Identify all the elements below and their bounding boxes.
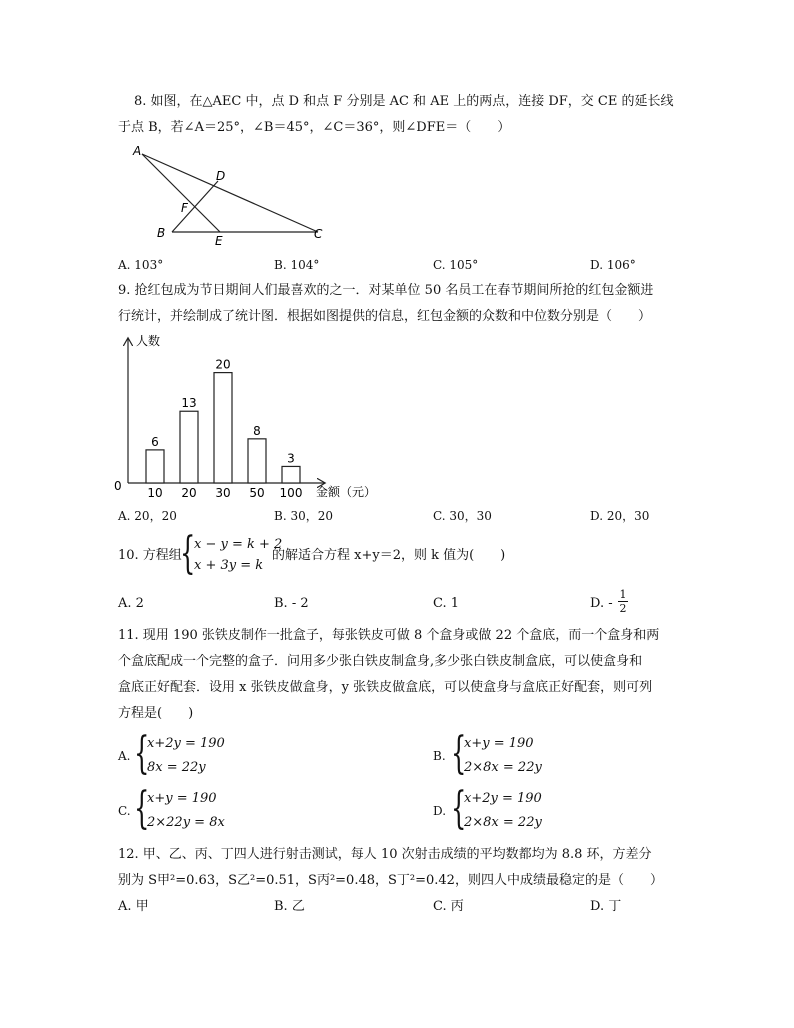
q10-eq2: x + 3y = k: [194, 558, 264, 573]
q11-option-c-label[interactable]: C.: [118, 804, 131, 818]
q10-brace: {: [180, 528, 196, 579]
label-C: C: [314, 227, 323, 241]
q9-stem-line1: 9. 抢红包成为节日期间人们最喜欢的之一．对某单位 50 名员工在春节期间所抢的红包金额进: [118, 283, 654, 298]
q12-stem-line2: 别为 S甲²=0.63，S乙²=0.51，S丙²=0.48，S丁²=0.42，则四人中成绩最稳定的是（ ）: [118, 873, 663, 888]
q11-stem-line2: 个盒底配成一个完整的盒子．问用多少张白铁皮制盒身,多少张白铁皮制盒底，可以使盒身和: [118, 654, 643, 669]
fraction-numerator: 1: [619, 588, 627, 601]
q11-option-b-brace: {: [451, 728, 467, 779]
q10-prefix: 10. 方程组: [118, 548, 182, 563]
x-axis-label: 金额（元）: [316, 485, 377, 499]
q11-option-d-eq2: 2×8x = 22y: [464, 815, 542, 830]
q11-option-a-brace: {: [134, 728, 150, 779]
bar-value-label-100: 3: [287, 451, 295, 466]
x-tick-label-100: 100: [279, 486, 303, 500]
bar-30: [214, 373, 232, 483]
q11-option-d-eq1: x+2y = 190: [464, 791, 542, 806]
q10-option-b[interactable]: B. - 2: [274, 596, 309, 611]
label-A: A: [133, 144, 142, 158]
q8-option-c[interactable]: C. 105°: [433, 258, 479, 272]
x-tick-label-20: 20: [181, 486, 197, 500]
bar-20: [180, 411, 198, 483]
label-E: E: [215, 234, 223, 248]
q10-fraction: [618, 588, 628, 615]
q12-option-c[interactable]: C. 丙: [433, 899, 464, 914]
q11-stem-line3: 盒底正好配套．设用 x 张铁皮做盒身，y 张铁皮做盒底，可以使盒身与盒底正好配套，则可列: [118, 680, 653, 695]
q9-option-c[interactable]: C. 30，30: [433, 509, 492, 523]
q10-option-d[interactable]: D. -: [590, 596, 613, 611]
segment-AE: [142, 154, 220, 232]
q8-option-d[interactable]: D. 106°: [590, 258, 636, 272]
bar-value-label-10: 6: [151, 434, 159, 449]
q11-option-a-label[interactable]: A.: [118, 749, 131, 763]
q8-stem-line2: 于点 B，若∠A＝25°，∠B＝45°，∠C＝36°，则∠DFE＝（ ）: [118, 120, 511, 135]
q12-option-b[interactable]: B. 乙: [274, 899, 305, 914]
q8-option-b[interactable]: B. 104°: [274, 258, 320, 272]
q11-option-a-eq2: 8x = 22y: [147, 760, 206, 775]
q11-option-b-eq1: x+y = 190: [464, 736, 534, 751]
label-B: B: [157, 226, 166, 240]
bar-50: [248, 439, 266, 483]
q11-option-c-eq1: x+y = 190: [147, 791, 217, 806]
q11-stem-line1: 11. 现用 190 张铁皮制作一批盒子，每张铁皮可做 8 个盒身或做 22 个盒底，而一个盒身和两: [118, 628, 660, 643]
q11-option-a-eq1: x+2y = 190: [147, 736, 225, 751]
segment-AC: [142, 154, 318, 232]
label-D: D: [216, 169, 226, 183]
q10-eq1: x − y = k + 2: [194, 537, 283, 552]
q8-option-a[interactable]: A. 103°: [118, 258, 164, 272]
q11-option-b-label[interactable]: B.: [433, 749, 446, 763]
q12-option-a[interactable]: A. 甲: [118, 899, 149, 914]
q10-suffix: 的解适合方程 x+y＝2，则 k 值为( ): [272, 548, 506, 563]
x-tick-label-30: 30: [215, 486, 231, 500]
q12-option-d[interactable]: D. 丁: [590, 899, 622, 914]
q11-option-b-eq2: 2×8x = 22y: [464, 760, 542, 775]
q10-option-a[interactable]: A. 2: [118, 596, 144, 611]
bar-10: [146, 450, 164, 483]
x-tick-label-10: 10: [147, 486, 163, 500]
q12-stem-line1: 12. 甲、乙、丙、丁四人进行射击测试，每人 10 次射击成绩的平均数都均为 8.8 环，方差分: [118, 847, 652, 862]
q9-option-b[interactable]: B. 30，20: [274, 509, 333, 523]
q11-option-d-label[interactable]: D.: [433, 804, 447, 818]
q10-option-c[interactable]: C. 1: [433, 596, 460, 611]
bar-value-label-50: 8: [253, 423, 261, 438]
q8-stem-line1: 8. 如图，在△AEC 中，点 D 和点 F 分别是 AC 和 AE 上的两点，连接 DF，交 CE 的延长线: [134, 94, 674, 109]
y-axis-label: 人数: [136, 334, 161, 348]
q11-stem-line4: 方程是( ): [118, 706, 194, 721]
x-tick-label-50: 50: [249, 486, 265, 500]
q9-bar-chart: [110, 333, 390, 503]
q11-option-c-brace: {: [134, 783, 150, 834]
segment-BD: [172, 181, 218, 232]
q8-triangle-figure: [128, 142, 338, 250]
bar-value-label-20: 13: [181, 396, 197, 411]
fraction-denominator: 2: [619, 602, 627, 615]
bar-100: [282, 466, 300, 483]
q9-stem-line2: 行统计，并绘制成了统计图．根据如图提供的信息，红包金额的众数和中位数分别是（ ）: [118, 309, 652, 324]
q9-option-a[interactable]: A. 20，20: [118, 509, 177, 523]
bar-value-label-30: 20: [215, 357, 231, 372]
q9-option-d[interactable]: D. 20，30: [590, 509, 650, 523]
q11-option-c-eq2: 2×22y = 8x: [147, 815, 225, 830]
q11-option-d-brace: {: [451, 783, 467, 834]
label-F: F: [181, 201, 188, 215]
origin-label: 0: [114, 479, 122, 493]
